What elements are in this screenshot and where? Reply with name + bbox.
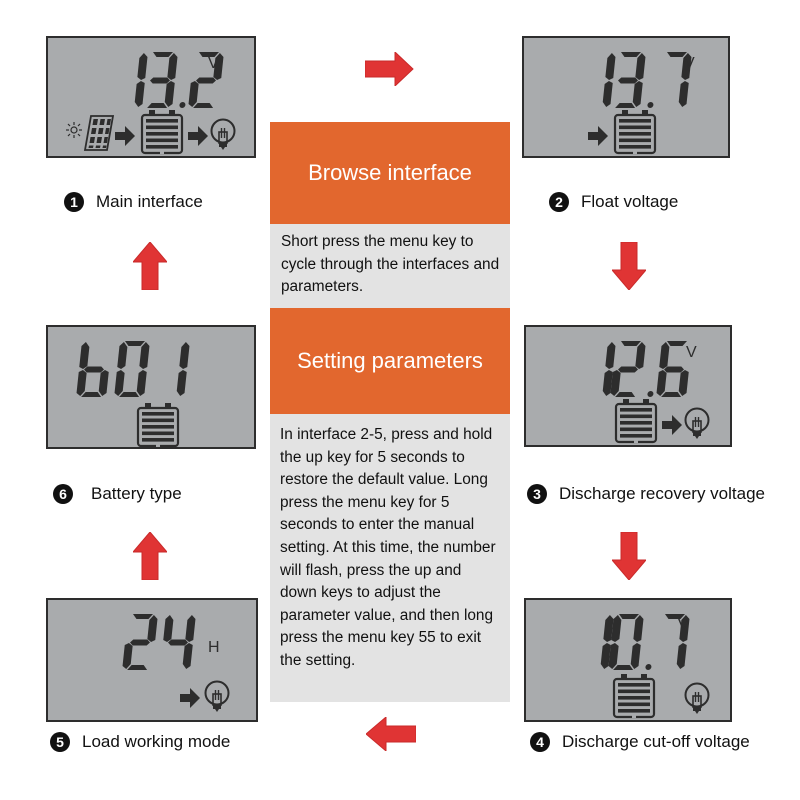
battery-icon [614, 674, 654, 718]
battery-icon [138, 403, 178, 447]
bulb-icon [686, 684, 709, 715]
setting-parameters-description [270, 414, 510, 702]
lcd-main-interface-graphic [48, 38, 254, 156]
caption-load-working-mode [50, 732, 230, 752]
caption-float-voltage [549, 192, 678, 212]
step-number-badge: 5 [50, 732, 70, 752]
sun-icon [66, 122, 82, 138]
unit-label: V [684, 55, 695, 72]
flow-arrow-up-icon [133, 532, 167, 580]
lcd-discharge-recovery-graphic [526, 327, 730, 445]
arrow-icon [115, 126, 135, 146]
lcd-screen-battery-type [46, 325, 256, 449]
bulb-icon [212, 120, 235, 151]
battery-icon [615, 110, 655, 154]
arrow-icon [662, 415, 682, 435]
browse-interface-header [270, 122, 510, 224]
battery-icon [616, 399, 656, 443]
flow-arrow-left-icon [366, 717, 416, 751]
lcd-load-working-mode-graphic [48, 600, 256, 720]
arrow-icon [588, 126, 608, 146]
setting-parameters-header [270, 308, 510, 414]
step-number-badge: 1 [64, 192, 84, 212]
bulb-icon [686, 409, 709, 440]
lcd-float-voltage-graphic [524, 38, 728, 156]
lcd-screen-discharge-cutoff-voltage [524, 598, 732, 722]
solar-panel-icon [85, 116, 113, 150]
lcd-discharge-cutoff-graphic [526, 600, 730, 720]
caption-main-interface [64, 192, 203, 212]
step-number-badge: 2 [549, 192, 569, 212]
unit-label: V [678, 617, 689, 634]
flow-arrow-right-icon [365, 52, 415, 86]
segment-display-10.7 [600, 614, 690, 670]
browse-interface-title: Browse interface [308, 160, 472, 185]
caption-discharge-cutoff-voltage [530, 732, 750, 752]
bulb-icon [206, 682, 229, 713]
unit-label: V [208, 55, 219, 72]
flow-arrow-down-icon [612, 532, 646, 580]
caption-label: Discharge cut-off voltage [562, 732, 750, 751]
battery-icon [142, 110, 182, 154]
step-number-badge: 6 [53, 484, 73, 504]
segment-display-13.7 [602, 52, 692, 108]
setting-parameters-title: Setting parameters [297, 348, 483, 373]
lcd-screen-float-voltage [522, 36, 730, 158]
arrow-icon [188, 126, 208, 146]
browse-interface-description [270, 224, 510, 308]
step-number-badge: 3 [527, 484, 547, 504]
segment-display-12.6 [602, 341, 692, 397]
flow-arrow-down-icon [612, 242, 646, 290]
lcd-battery-type-graphic [48, 327, 254, 447]
lcd-screen-main-interface [46, 36, 256, 158]
caption-discharge-recovery-voltage [527, 484, 765, 504]
setting-parameters-text: In interface 2-5, press and hold the up key for 5 seconds to restore the default value. Long press the menu key for 5 seconds to enter the manual setting. At this time, the number will flash, press the up and down keys to adjust the parameter value, and then long press the menu key 55 to exit the setting. [280, 426, 496, 669]
caption-label: Battery type [91, 484, 182, 503]
caption-label: Float voltage [581, 192, 679, 211]
caption-label: Discharge recovery voltage [559, 484, 765, 503]
step-number-badge: 4 [530, 732, 550, 752]
lcd-screen-discharge-recovery-voltage [524, 325, 732, 447]
lcd-screen-load-working-mode [46, 598, 258, 722]
caption-battery-type [53, 484, 182, 504]
browse-interface-text: Short press the menu key to cycle through the interfaces and parameters. [281, 233, 500, 296]
caption-label: Load working mode [82, 732, 231, 751]
flow-arrow-up-icon [133, 242, 167, 290]
arrow-icon [180, 688, 200, 708]
caption-label: Main interface [96, 192, 203, 211]
unit-label: H [208, 639, 220, 656]
unit-label: V [686, 344, 697, 361]
segment-display-b01 [76, 341, 190, 397]
segment-display-24 [122, 614, 196, 670]
